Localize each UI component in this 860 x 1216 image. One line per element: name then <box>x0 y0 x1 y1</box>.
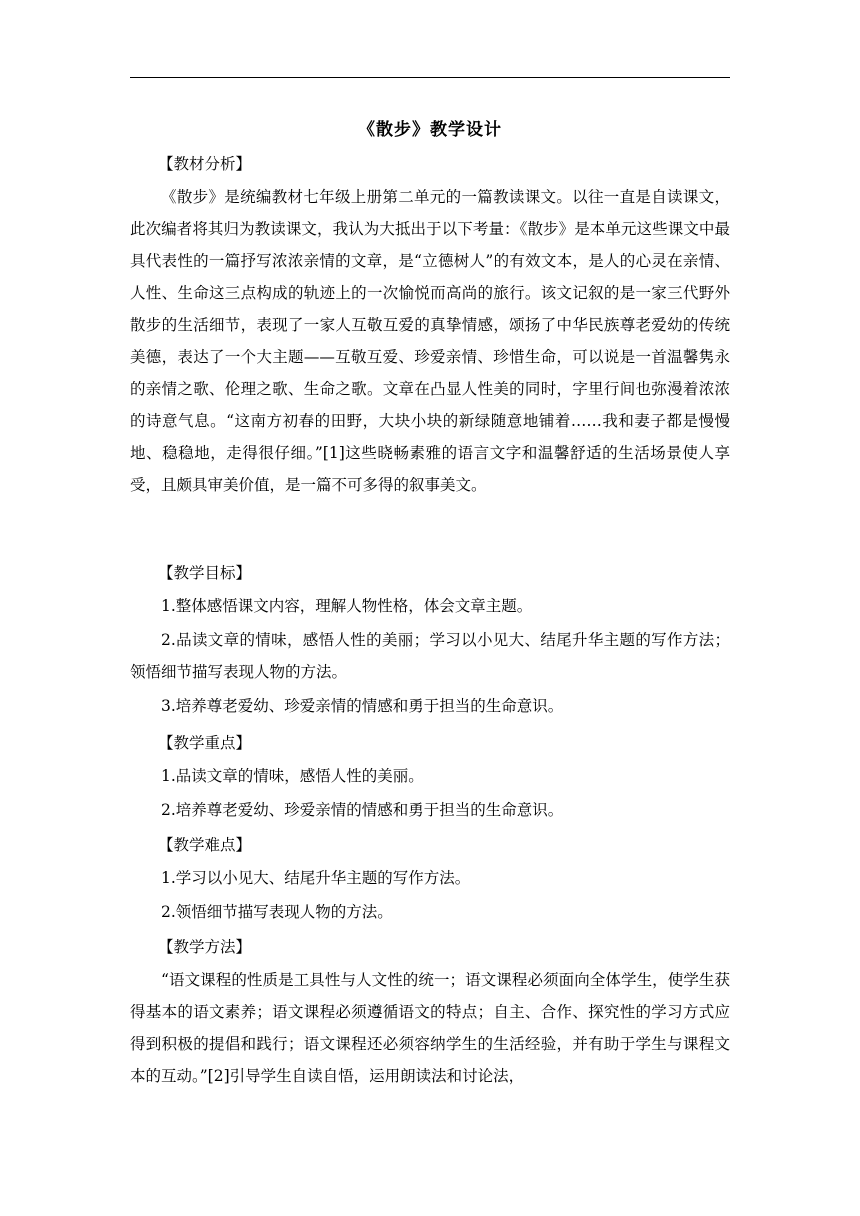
key-point-item-2: 2.培养尊老爱幼、珍爱亲情的情感和勇于担当的生命意识。 <box>161 801 564 819</box>
goal-item-3: 3.培养尊老爱幼、珍爱亲情的情感和勇于担当的生命意识。 <box>161 697 564 715</box>
section-heading-goals: 【教学目标】 <box>158 564 252 582</box>
methods-paragraph: “语文课程的性质是工具性与人文性的统一；语文课程必须面向全体学生，使学生获得基本的语文素养；语文课程必须遵循语文的特点；自主、合作、探究性的学习方式应得到积极的提倡和践行；语文课程还必须容纳学生的生活经验，并有助于学生与课程文本的互动。”[2]引导学生自读自悟，运用朗读法和讨论法， <box>130 971 730 1085</box>
section-heading-key-points: 【教学重点】 <box>158 734 252 752</box>
goal-item-2: 2.品读文章的情味，感悟人性的美丽；学习以小见大、结尾升华主题的写作方法；领悟细节描写表现人物的方法。 <box>130 631 730 681</box>
analysis-paragraph: 《散步》是统编教材七年级上册第二单元的一篇教读课文。以往一直是自读课文，此次编者将其归为教读课文，我认为大抵出于以下考量：《散步》是本单元这些课文中最具代表性的一篇抒写浓浓亲情的文章，是“立德树人”的有效文本，是人的心灵在亲情、人性、生命这三点构成的轨迹上的一次愉悦而高尚的旅行。该文记叙的是一家三代野外散步的生活细节，表现了一家人互敬互爱的真挚情感，颂扬了中华民族尊老爱幼的传统美德，表达了一个大主题——互敬互爱、珍爱亲情、珍惜生命，可以说是一首温馨隽永的亲情之歌、伦理之歌、生命之歌。文章在凸显人性美的同时，字里行间也弥漫着浓浓的诗意气息。“这南方初春的田野，大块小块的新绿随意地铺着……我和妻子都是慢慢地、稳稳地，走得很仔细。”[1]这些晓畅素雅的语言文字和温馨舒适的生活场景使人享受，且颇具审美价值，是一篇不可多得的叙事美文。 <box>130 188 730 494</box>
section-heading-difficulties: 【教学难点】 <box>158 836 252 854</box>
section-heading-methods: 【教学方法】 <box>158 938 252 956</box>
goal-item-1: 1.整体感悟课文内容，理解人物性格，体会文章主题。 <box>161 597 533 615</box>
difficulty-item-2: 2.领悟细节描写表现人物的方法。 <box>161 903 393 921</box>
difficulty-item-1: 1.学习以小见大、结尾升华主题的写作方法。 <box>161 869 471 887</box>
document-title: 《散步》教学设计 <box>358 120 502 140</box>
key-point-item-1: 1.品读文章的情味，感悟人性的美丽。 <box>161 767 424 785</box>
section-heading-analysis: 【教材分析】 <box>158 155 252 173</box>
header-rule <box>130 77 730 78</box>
